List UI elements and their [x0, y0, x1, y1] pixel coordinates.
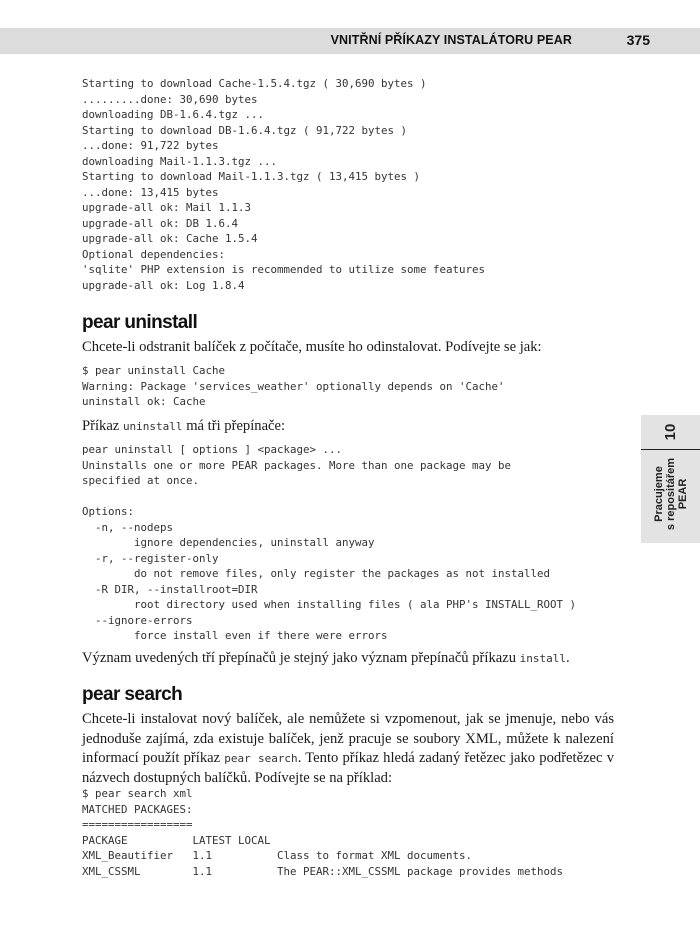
code-line: force install even if there were errors	[82, 629, 388, 642]
code-line	[82, 489, 614, 505]
page-number: 375	[626, 32, 650, 48]
code-line: upgrade-all ok: Log 1.8.4	[82, 278, 245, 292]
code-line: pear uninstall [ options ] <package> ...	[82, 443, 343, 456]
upgrade-output-listing	[82, 76, 614, 293]
section-heading-search: pear search	[82, 684, 183, 705]
running-header	[0, 28, 700, 54]
code-line: -r, --register-only	[82, 551, 219, 565]
code-line: specified at once.	[82, 474, 200, 487]
code-line: Optional dependencies:	[82, 247, 226, 261]
inline-code: install	[519, 652, 567, 665]
code-line: downloading DB-1.6.4.tgz ...	[82, 108, 265, 121]
code-line: MATCHED PACKAGES:	[82, 802, 193, 816]
code-line: root directory used when installing files ( ala PHP's INSTALL_ROOT )	[82, 598, 577, 611]
code-line: ignore dependencies, uninstall anyway	[82, 536, 375, 549]
code-line: PACKAGE LATEST LOCAL	[82, 833, 271, 847]
code-line: -R DIR, --installroot=DIR	[82, 582, 258, 596]
code-line: XML_CSSML 1.1 The PEAR::XML_CSSML package provides methods	[82, 864, 564, 878]
code-line: ...done: 13,415 bytes	[82, 185, 219, 199]
code-line: Uninstalls one or more PEAR packages. More than one package may be	[82, 458, 512, 472]
code-line: -n, --nodeps	[82, 520, 174, 534]
code-line: .........done: 30,690 bytes	[82, 92, 258, 106]
code-line: Starting to download DB-1.6.4.tgz ( 91,722 bytes )	[82, 123, 408, 137]
example-command: $ pear uninstall Cache	[82, 364, 226, 377]
code-line: Warning: Package 'services_weather' optionally depends on 'Cache'	[82, 379, 505, 393]
sentence-text: má tři přepínače:	[182, 418, 286, 434]
code-line: downloading Mail-1.1.3.tgz ...	[82, 154, 278, 168]
code-line: Starting to download Cache-1.5.4.tgz ( 30,690 bytes )	[82, 77, 427, 90]
uninstall-example-listing	[82, 363, 614, 410]
code-line: upgrade-all ok: DB 1.6.4	[82, 216, 239, 230]
running-header-title: VNITŘNÍ PŘÍKAZY INSTALÁTORU PEAR	[330, 33, 572, 47]
chapter-tab-label-line1: Pracujeme	[653, 466, 665, 522]
example-command: $ pear search xml	[82, 787, 193, 800]
chapter-tab-label-line3: PEAR	[677, 478, 689, 510]
code-line: upgrade-all ok: Cache 1.5.4	[82, 232, 258, 245]
chapter-number: 10	[661, 423, 679, 441]
chapter-tab-label	[653, 446, 689, 542]
code-line: uninstall ok: Cache	[82, 395, 206, 408]
section-heading-uninstall: pear uninstall	[82, 312, 198, 333]
uninstall-switches-sentence	[82, 417, 614, 437]
code-line: Starting to download Mail-1.1.3.tgz ( 13,415 bytes )	[82, 170, 421, 183]
uninstall-help-listing	[82, 442, 614, 644]
search-paragraph	[82, 710, 614, 788]
code-line: ...done: 91,722 bytes	[82, 139, 219, 152]
paragraph-text: . Tento příkaz hledá zadaný řetězec jako podřetězec v názvech dostupných balíčků. Podívejte se na příklad:	[82, 750, 614, 786]
code-line: 'sqlite' PHP extension is recommended to utilize some features	[82, 263, 486, 276]
code-line: do not remove files, only register the packages as not installed	[82, 567, 551, 580]
sentence-text: Příkaz	[82, 418, 123, 434]
uninstall-meaning-sentence	[82, 649, 614, 669]
code-line: =================	[82, 818, 193, 831]
code-line: Options:	[82, 505, 135, 518]
search-example-listing	[82, 786, 614, 879]
chapter-thumb-tab	[641, 415, 700, 543]
code-line: XML_Beautifier 1.1 Class to format XML documents.	[82, 849, 473, 862]
inline-code: uninstall	[122, 420, 183, 433]
inline-code: pear search	[224, 752, 298, 765]
code-line: upgrade-all ok: Mail 1.1.3	[82, 201, 252, 214]
sentence-text: Význam uvedených tří přepínačů je stejný jako význam přepínačů příkazu	[82, 650, 520, 666]
uninstall-intro: Chcete-li odstranit balíček z počítače, musíte ho odinstalovat. Podívejte se jak:	[82, 339, 542, 355]
chapter-tab-label-line2: s repositářem	[665, 457, 677, 531]
paragraph-text: Chcete-li instalovat nový balíček, ale nemůžete si vzpomenout, jak se jmenuje, nebo vás jednoduše zajímá, zda existuje balíček, jenž pracuje se soubory XML, můžete k nalezení informací použít příkaz	[82, 711, 614, 766]
sentence-text: .	[566, 650, 570, 666]
code-line: --ignore-errors	[82, 613, 193, 627]
